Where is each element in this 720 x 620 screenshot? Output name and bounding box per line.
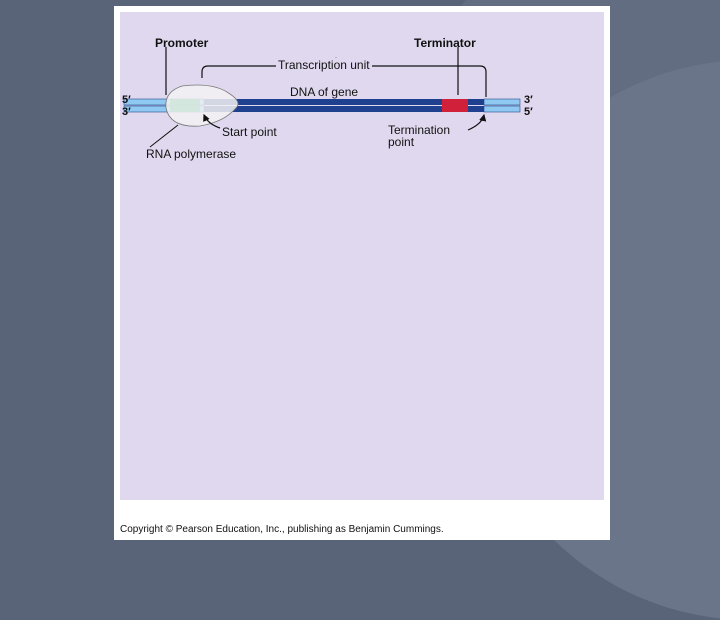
slide [114,6,610,540]
dna-of-gene-label: DNA of gene [290,85,359,99]
diagram-graphic [120,12,604,500]
transcription-unit-label: Transcription unit [278,58,370,72]
termination-point-label [388,124,450,148]
dna-bottom-strand-right [484,106,520,112]
five-prime-left-label: 5′ [122,94,131,106]
start-point-label: Start point [222,125,277,139]
dna-top-strand-right [484,99,520,105]
termination-point-arrow [468,115,484,130]
five-prime-right-label: 5′ [524,106,533,118]
rna-polymerase-pointer [150,125,178,147]
promoter-label: Promoter [155,36,209,50]
termination-point-line1: Termination [388,123,451,137]
terminator-label: Terminator [414,36,476,50]
copyright-notice: Copyright © Pearson Education, Inc., publishing as Benjamin Cummings. [120,524,444,535]
three-prime-right-label: 3′ [524,94,533,106]
termination-point-line2: point [388,135,415,149]
transcription-diagram [120,12,604,500]
terminator-region [442,99,468,112]
three-prime-left-label: 3′ [122,106,131,118]
rna-polymerase-label: RNA polymerase [146,147,237,161]
promoter-region [170,99,200,112]
